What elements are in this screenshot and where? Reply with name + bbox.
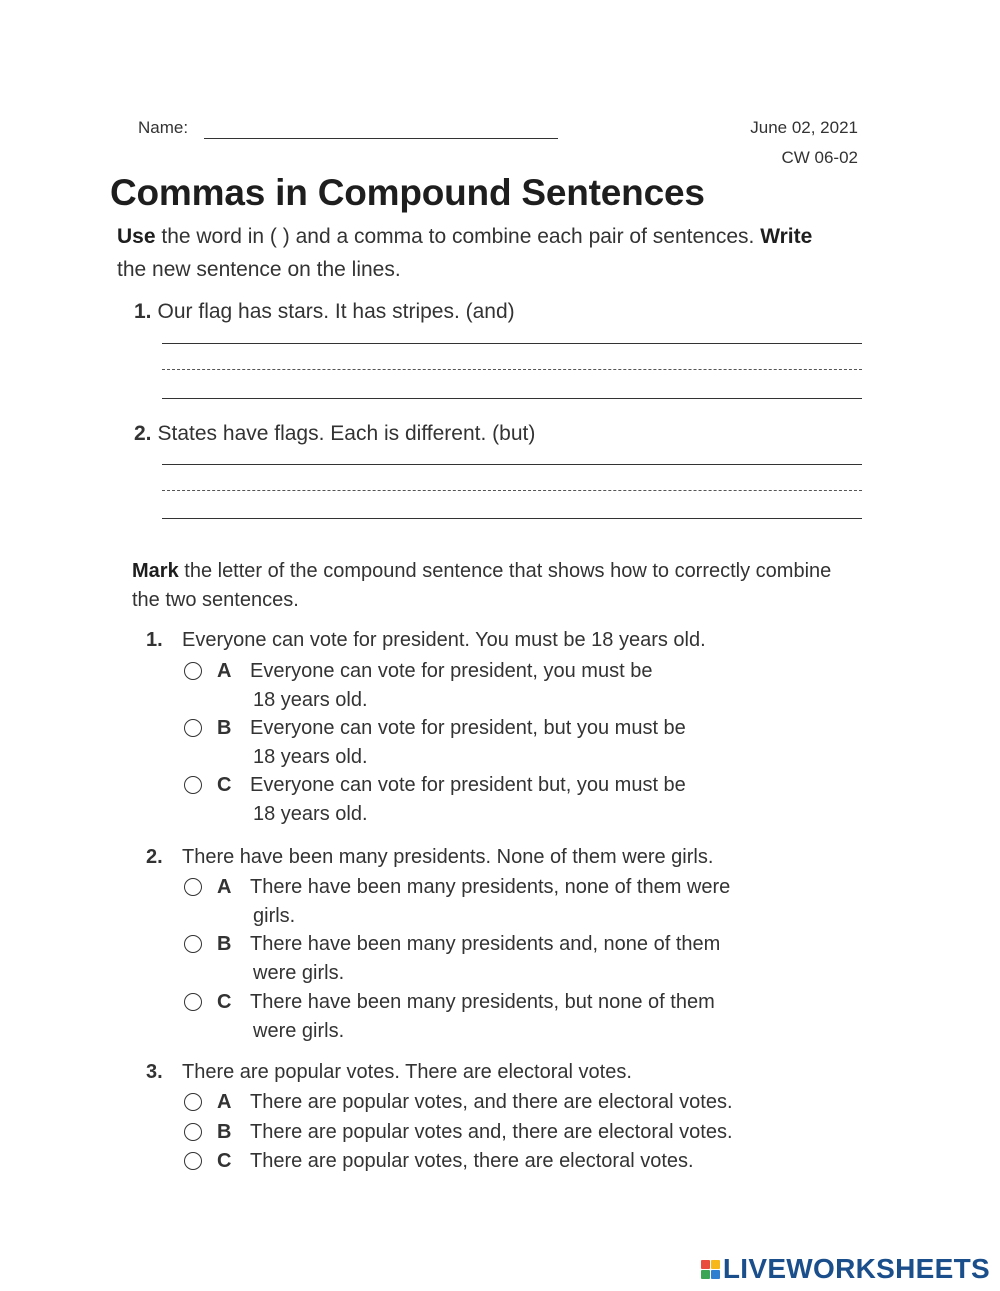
option-line-1: There have been many presidents, none of them were xyxy=(250,876,731,898)
option-letter: A xyxy=(217,876,232,898)
writing-line-mid xyxy=(162,490,862,491)
instruction-use-text: the word in ( ) and a comma to combine each pair of sentences. xyxy=(155,225,761,248)
option-letter: B xyxy=(217,933,232,955)
question-number: 1. xyxy=(146,629,163,651)
option-text: There are popular votes and, there are electoral votes. xyxy=(250,1121,733,1143)
radio-circle-icon[interactable] xyxy=(184,1152,202,1170)
writing-line-bottom xyxy=(162,518,862,519)
part1-instructions xyxy=(117,220,837,286)
option-line-1: Everyone can vote for president, you must be xyxy=(250,660,653,682)
option-text xyxy=(250,988,824,1046)
question-text: There are popular votes. There are electoral votes. xyxy=(182,1061,632,1083)
option-line-1: Everyone can vote for president but, you must be xyxy=(250,774,686,796)
option-text xyxy=(250,771,824,829)
option-letter: B xyxy=(217,1121,232,1143)
logo-blocks-icon xyxy=(701,1260,720,1279)
writing-line-top[interactable] xyxy=(162,343,862,344)
combine-item-text: Our flag has stars. It has stripes. (and) xyxy=(157,300,515,323)
option-text xyxy=(250,714,824,772)
q1-option-b[interactable] xyxy=(184,714,824,772)
option-text xyxy=(250,873,824,931)
q1-option-a[interactable] xyxy=(184,657,824,715)
q3-option-a[interactable] xyxy=(184,1088,824,1117)
q2-option-a[interactable] xyxy=(184,873,824,931)
class-code-text: CW 06-02 xyxy=(781,148,858,167)
q3-option-c[interactable] xyxy=(184,1147,824,1176)
radio-circle-icon[interactable] xyxy=(184,662,202,680)
instruction-write-word: Write xyxy=(760,225,813,248)
question-number: 2. xyxy=(146,846,163,868)
option-letter: C xyxy=(217,774,232,796)
option-line-2: were girls. xyxy=(253,962,345,984)
logo-block xyxy=(701,1270,710,1279)
option-line-1: There have been many presidents, but none of them xyxy=(250,991,715,1013)
instruction-mark-text: the letter of the compound sentence that shows how to correctly combine the two sentences. xyxy=(132,560,832,611)
writing-line-top[interactable] xyxy=(162,464,862,465)
option-letter: C xyxy=(217,991,232,1013)
q2-option-b[interactable] xyxy=(184,930,824,988)
option-line-1: Everyone can vote for president, but you must be xyxy=(250,717,686,739)
option-line-2: girls. xyxy=(253,905,296,927)
name-label: Name: xyxy=(138,118,189,137)
logo-block xyxy=(711,1270,720,1279)
option-letter: A xyxy=(217,1091,232,1113)
combine-item-number: 2. xyxy=(134,422,152,445)
instruction-mark-word: Mark xyxy=(132,560,179,582)
question-text: There have been many presidents. None of them were girls. xyxy=(182,846,714,868)
option-letter: B xyxy=(217,717,232,739)
mc-question-3 xyxy=(146,1061,632,1084)
logo-text: LIVEWORKSHEETS xyxy=(722,1253,990,1284)
writing-line-mid xyxy=(162,369,862,370)
question-number: 3. xyxy=(146,1061,163,1083)
option-text: There are popular votes, there are electoral votes. xyxy=(250,1150,694,1172)
mc-question-2 xyxy=(146,846,713,869)
combine-item-text: States have flags. Each is different. (but) xyxy=(157,422,536,445)
radio-circle-icon[interactable] xyxy=(184,878,202,896)
radio-circle-icon[interactable] xyxy=(184,993,202,1011)
instruction-write-text: the new sentence on the lines. xyxy=(117,258,401,281)
radio-circle-icon[interactable] xyxy=(184,776,202,794)
q3-option-b[interactable] xyxy=(184,1118,824,1147)
radio-circle-icon[interactable] xyxy=(184,1123,202,1141)
option-line-2: 18 years old. xyxy=(253,803,368,825)
mc-question-1 xyxy=(146,629,706,652)
option-line-1: There have been many presidents and, none of them xyxy=(250,933,721,955)
logo-block xyxy=(701,1260,710,1269)
instruction-use-word: Use xyxy=(117,225,156,248)
question-text: Everyone can vote for president. You must be 18 years old. xyxy=(182,629,706,651)
option-letter: A xyxy=(217,660,232,682)
radio-circle-icon[interactable] xyxy=(184,719,202,737)
option-text xyxy=(250,657,824,715)
option-letter: C xyxy=(217,1150,232,1172)
q1-option-c[interactable] xyxy=(184,771,824,829)
radio-circle-icon[interactable] xyxy=(184,935,202,953)
option-line-2: 18 years old. xyxy=(253,746,368,768)
combine-item-number: 1. xyxy=(134,300,152,323)
writing-line-bottom xyxy=(162,398,862,399)
logo-block xyxy=(711,1260,720,1269)
option-text xyxy=(250,930,824,988)
option-line-2: were girls. xyxy=(253,1020,345,1042)
q2-option-c[interactable] xyxy=(184,988,824,1046)
worksheet-title: Commas in Compound Sentences xyxy=(110,172,705,213)
radio-circle-icon[interactable] xyxy=(184,1093,202,1111)
date-text: June 02, 2021 xyxy=(750,118,858,137)
name-input-line[interactable] xyxy=(204,138,558,139)
option-line-2: 18 years old. xyxy=(253,689,368,711)
part2-instructions xyxy=(132,557,832,615)
combine-item-2 xyxy=(134,422,535,446)
combine-item-1 xyxy=(134,300,515,324)
liveworksheets-logo xyxy=(701,1253,990,1285)
option-text: There are popular votes, and there are electoral votes. xyxy=(250,1091,733,1113)
